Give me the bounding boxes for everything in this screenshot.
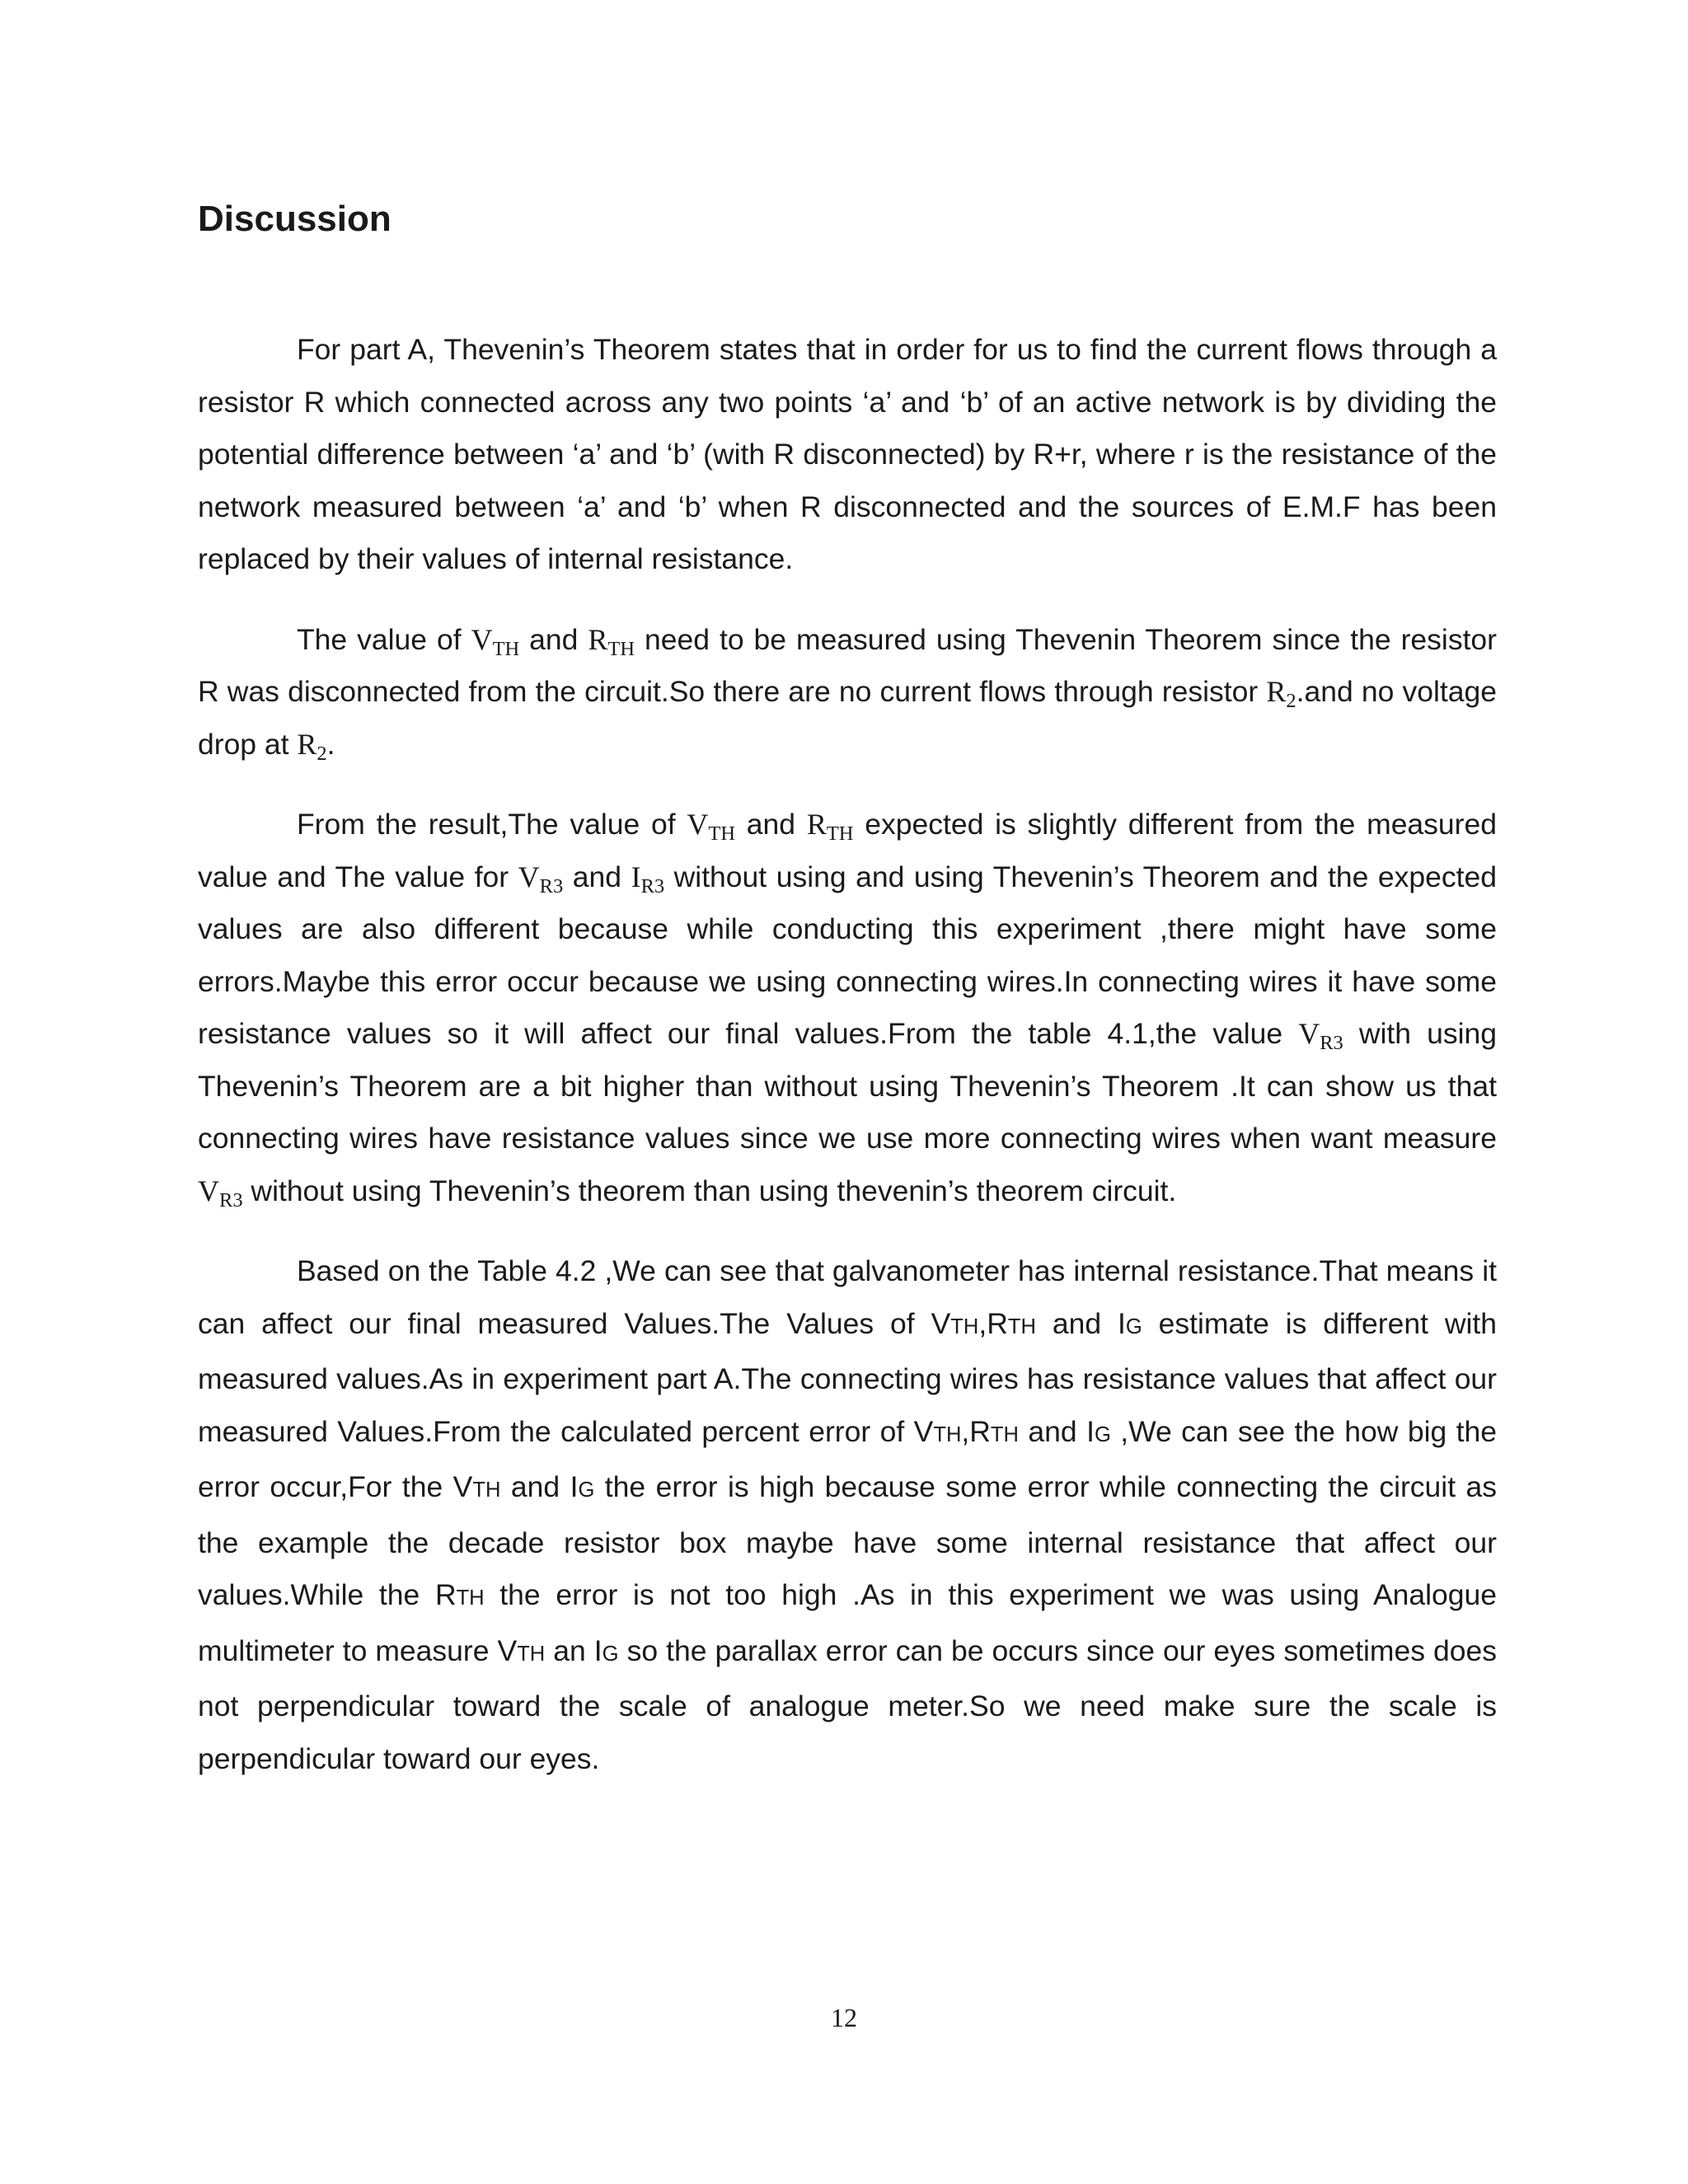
text-run: and bbox=[1018, 1414, 1087, 1448]
math-v-r3: $V_{R3}$ bbox=[1298, 1017, 1343, 1054]
symbol-i-g: IG bbox=[1117, 1306, 1142, 1340]
paragraph-2 bbox=[198, 614, 1497, 771]
symbol-r-th: RTH bbox=[987, 1306, 1036, 1340]
text-run: estimate is different with measured values.As in experiment part A.The connecting wires has resistance values that affect our measured Values.From the calculated percent error of bbox=[198, 1306, 1497, 1448]
text-run: so the parallax error can be occurs since our eyes sometimes does not perpendicular toward the scale of analogue meter.So we need make sure the scale is perpendicular toward our eyes. bbox=[198, 1633, 1498, 1775]
paragraph-1 bbox=[198, 324, 1497, 586]
math-r-th: $R_{TH}$ bbox=[806, 808, 854, 845]
text-run: and bbox=[735, 808, 807, 841]
text-run: and bbox=[563, 860, 631, 893]
text-run: without using Thevenin’s theorem than using thevenin’s theorem circuit. bbox=[242, 1174, 1177, 1207]
text-run: and bbox=[500, 1470, 570, 1503]
section-heading: Discussion bbox=[198, 199, 392, 239]
text-run: the error is high because some error while connecting the circuit as the example the decade resistor box maybe have some internal resistance that affect our values.While the bbox=[198, 1470, 1498, 1611]
math-r-2: $R_2$ bbox=[297, 727, 327, 765]
paragraph-3 bbox=[198, 799, 1497, 1217]
paragraph-4: Based on the Table 4.2 ,We can see that galvanometer has internal resistance.That means it can affect our final measured Values.The Values of VTH,RTH and IG estimate is different with measured values.As in experiment part A.The connecting wires has resistance values that affect our measured Values.From the calculated percent error of VTH,RTH and IG ,We can see the how big the error occur,For the VTH and IG the error is high because some error while connecting the circuit as the example the decade resistor box maybe have some internal resistance that affect our values.While the RTH the error is not too high .As in this experiment we was using Analogue multimeter to measure VTH an IG so the parallax error can be occurs since our eyes sometimes does not perpendicular toward the scale of analogue meter.So we need make sure the scale is perpendicular toward our eyes. bbox=[198, 1254, 1498, 1775]
text-run: without using and using Thevenin’s Theorem and the expected values are also different because while conducting this experiment ,there might have some errors.Maybe this error occur because we using connecting wires.In connecting wires it have some resistance values so it will affect our final values.From the table 4.1,the value bbox=[198, 860, 1497, 1050]
symbol-i-g: IG bbox=[1086, 1414, 1111, 1448]
symbol-i-g: IG bbox=[570, 1470, 595, 1503]
math-i-r3: $I_{R3}$ bbox=[631, 860, 665, 898]
text-run: and bbox=[1035, 1306, 1118, 1340]
math-v-r3: $V_{R3}$ bbox=[518, 860, 564, 898]
page-number: 12 bbox=[831, 2003, 857, 2032]
paragraph-1-text: For part A, Thevenin’s Theorem states that in order for us to find the current flows through a resistor R which connected across any two points ‘a’ and ‘b’ of an active network is by dividing the potential difference between ‘a’ and ‘b’ (with R disconnected) by R+r, where r is the resistance of the network measured between ‘a’ and ‘b’ when R disconnected and the sources of E.M.F has been replaced by their values of internal resistance. bbox=[198, 333, 1497, 575]
symbol-v-th: VTH bbox=[913, 1414, 962, 1448]
text-run: need to be measured using Thevenin Theorem since the resistor R was disconnected from the circuit.So there are no current flows through resistor bbox=[198, 622, 1497, 708]
text-run: an bbox=[545, 1633, 594, 1667]
symbol-v-th: VTH bbox=[452, 1470, 501, 1503]
math-v-r3: $V_{R3}$ bbox=[198, 1174, 243, 1212]
text-run: expected is slightly different from the measured value and The value for bbox=[198, 808, 1497, 893]
text-run: and bbox=[519, 622, 588, 656]
symbol-v-th: VTH bbox=[497, 1633, 546, 1667]
math-v-th: $V_{TH}$ bbox=[687, 808, 736, 845]
symbol-i-g: IG bbox=[593, 1633, 619, 1667]
text-run: From the result,The value of bbox=[297, 808, 687, 841]
symbol-v-th: VTH bbox=[931, 1306, 979, 1340]
symbol-r-th: RTH bbox=[969, 1414, 1019, 1448]
text-run: ,We can see the how big the error occur,For the bbox=[198, 1414, 1497, 1503]
symbol-r-th: RTH bbox=[434, 1578, 485, 1611]
text-run: Based on the Table 4.2 ,We can see that galvanometer has internal resistance.That means it can affect our final measured Values.The Values of bbox=[198, 1254, 1497, 1340]
text-run: The value of bbox=[297, 622, 471, 656]
math-v-th: $V_{TH}$ bbox=[471, 622, 520, 660]
document-body bbox=[198, 324, 1497, 1813]
text-run: the error is not too high .As in this experiment we was using Analogue multimeter to measure bbox=[198, 1578, 1497, 1667]
text-run: with using Thevenin’s Theorem are a bit higher than without using Thevenin’s Theorem .It can show us that connecting wires have resistance values since we use more connecting wires when want measure bbox=[198, 1017, 1497, 1155]
math-r-th: $R_{TH}$ bbox=[588, 622, 635, 660]
text-run: . bbox=[326, 727, 335, 761]
math-r-2: $R_2$ bbox=[1266, 675, 1296, 712]
text-run: .and no voltage drop at bbox=[198, 675, 1497, 761]
